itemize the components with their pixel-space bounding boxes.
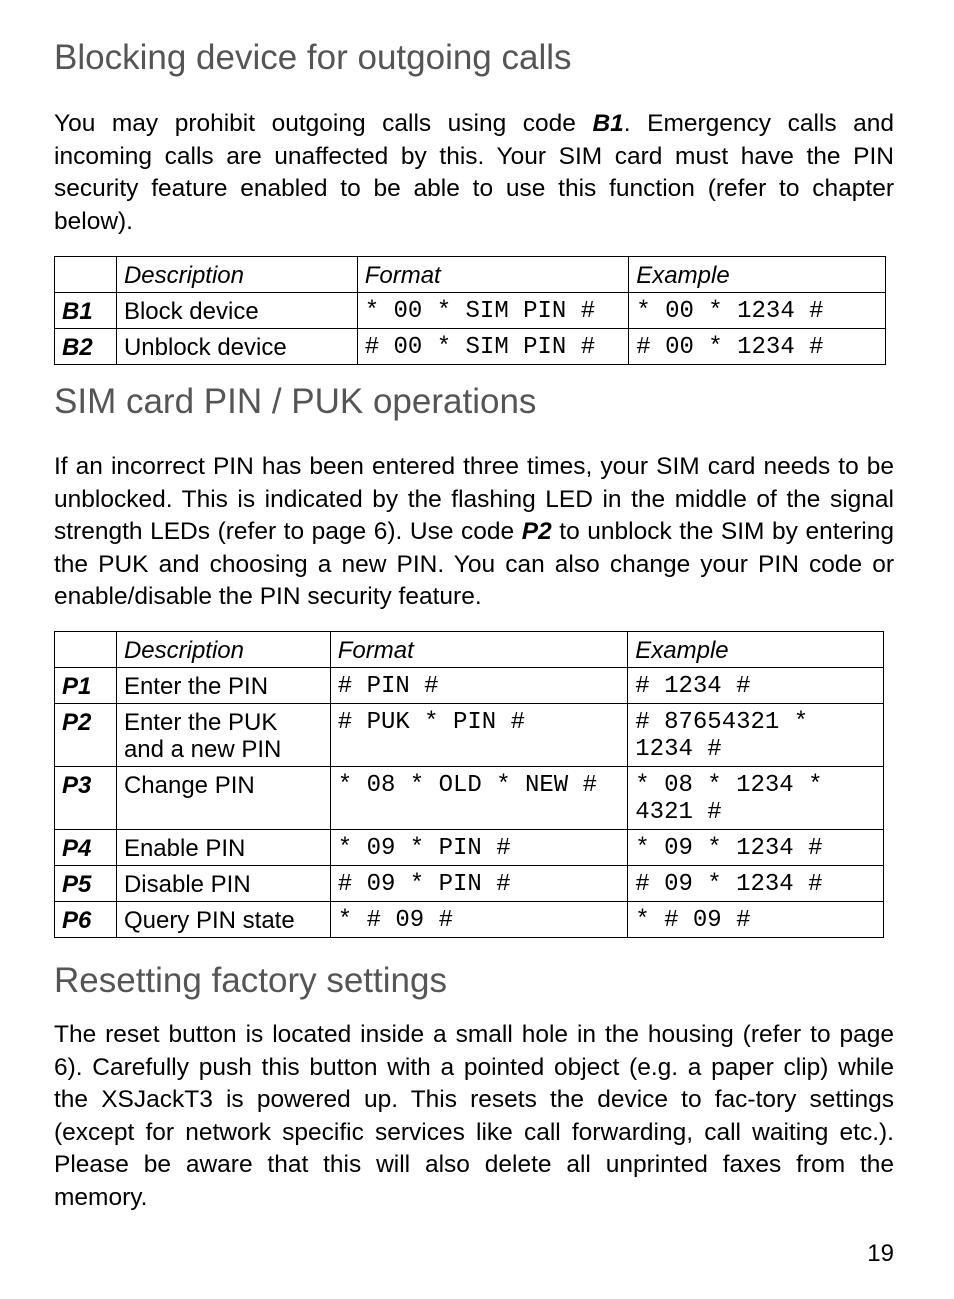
table-row: [55, 866, 884, 902]
table-row: [55, 704, 884, 767]
table-header-row: [55, 257, 886, 293]
format-cell: * 08 * OLD * NEW #: [330, 767, 628, 830]
format-cell: * 00 * SIM PIN #: [357, 293, 629, 329]
description-cell: Change PIN: [116, 767, 330, 830]
code-cell: P6: [55, 902, 117, 938]
header-cell: [55, 257, 117, 293]
description-cell: Block device: [116, 293, 357, 329]
example-cell: * 09 * 1234 #: [628, 830, 884, 866]
example-cell: # 1234 #: [628, 668, 884, 704]
code-cell: B1: [55, 293, 117, 329]
description-cell: Disable PIN: [116, 866, 330, 902]
description-cell: Enable PIN: [116, 830, 330, 866]
paragraph-pin-puk: [54, 451, 894, 614]
pin-puk-table: [54, 631, 884, 938]
format-cell: * 09 * PIN #: [330, 830, 628, 866]
description-cell: Enter the PIN: [116, 668, 330, 704]
page-number: 19: [867, 1240, 894, 1267]
table-row: [55, 830, 884, 866]
table-row: [55, 293, 886, 329]
section-heading-reset: Resetting factory settings: [54, 961, 447, 1000]
format-cell: # 09 * PIN #: [330, 866, 628, 902]
description-cell: Unblock device: [116, 329, 357, 365]
paragraph-text: You may prohibit outgoing calls using code: [54, 110, 593, 137]
example-cell: * 00 * 1234 #: [629, 293, 886, 329]
code-reference: B1: [592, 110, 624, 137]
paragraph-text: to unblock the SIM by entering the PUK and choosing a new PIN. You can also change your PIN code or enable/disable the PIN security feature.: [54, 518, 895, 610]
example-cell: * # 09 #: [628, 902, 884, 938]
format-cell: * # 09 #: [330, 902, 628, 938]
description-cell: Query PIN state: [116, 902, 330, 938]
format-cell: # PIN #: [330, 668, 628, 704]
table-row: [55, 329, 886, 365]
format-cell: # PUK * PIN #: [330, 704, 628, 767]
code-cell: P5: [55, 866, 117, 902]
paragraph-text: If an incorrect PIN has been entered three times, your SIM card needs to be unblocked. This is indicated by the flashing LED in the middle of the signal strength LEDs (refer to page 6). Use code: [54, 453, 894, 545]
description-cell: Enter the PUK and a new PIN: [116, 704, 330, 767]
example-cell: * 08 * 1234 * 4321 #: [628, 767, 884, 830]
code-cell: B2: [55, 329, 117, 365]
header-cell: Example: [628, 632, 884, 668]
code-reference: P2: [521, 518, 552, 545]
code-cell: P2: [55, 704, 117, 767]
paragraph-blocking: [54, 108, 894, 238]
format-cell: # 00 * SIM PIN #: [357, 329, 629, 365]
header-cell: Format: [357, 257, 629, 293]
table-row: [55, 767, 884, 830]
table-row: [55, 668, 884, 704]
paragraph-text: . Emergency calls and incoming calls are unaffected by this. Your SIM card must have the PIN security feature enabled to be able to use this function (refer to chapter below).: [54, 110, 894, 235]
section-heading-pin-puk: SIM card PIN / PUK operations: [54, 382, 537, 421]
header-cell: Description: [116, 257, 357, 293]
example-cell: # 09 * 1234 #: [628, 866, 884, 902]
example-cell: # 00 * 1234 #: [629, 329, 886, 365]
table-header-row: [55, 632, 884, 668]
paragraph-reset: The reset button is located inside a small hole in the housing (refer to page 6). Carefully push this button with a pointed object (e.g. a paper clip) while the XSJackT3 is powered up. This resets the device to fac-tory settings (except for network specific services like call forwarding, call waiting etc.). Please be aware that this will also delete all unprinted faxes from the memory.: [54, 1021, 894, 1211]
header-cell: Description: [116, 632, 330, 668]
header-cell: Example: [629, 257, 886, 293]
section-heading-blocking: Blocking device for outgoing calls: [54, 38, 572, 77]
blocking-table: [54, 256, 886, 365]
table-row: [55, 902, 884, 938]
code-cell: P1: [55, 668, 117, 704]
header-cell: [55, 632, 117, 668]
code-cell: P4: [55, 830, 117, 866]
example-cell: # 87654321 * 1234 #: [628, 704, 884, 767]
code-cell: P3: [55, 767, 117, 830]
header-cell: Format: [330, 632, 628, 668]
